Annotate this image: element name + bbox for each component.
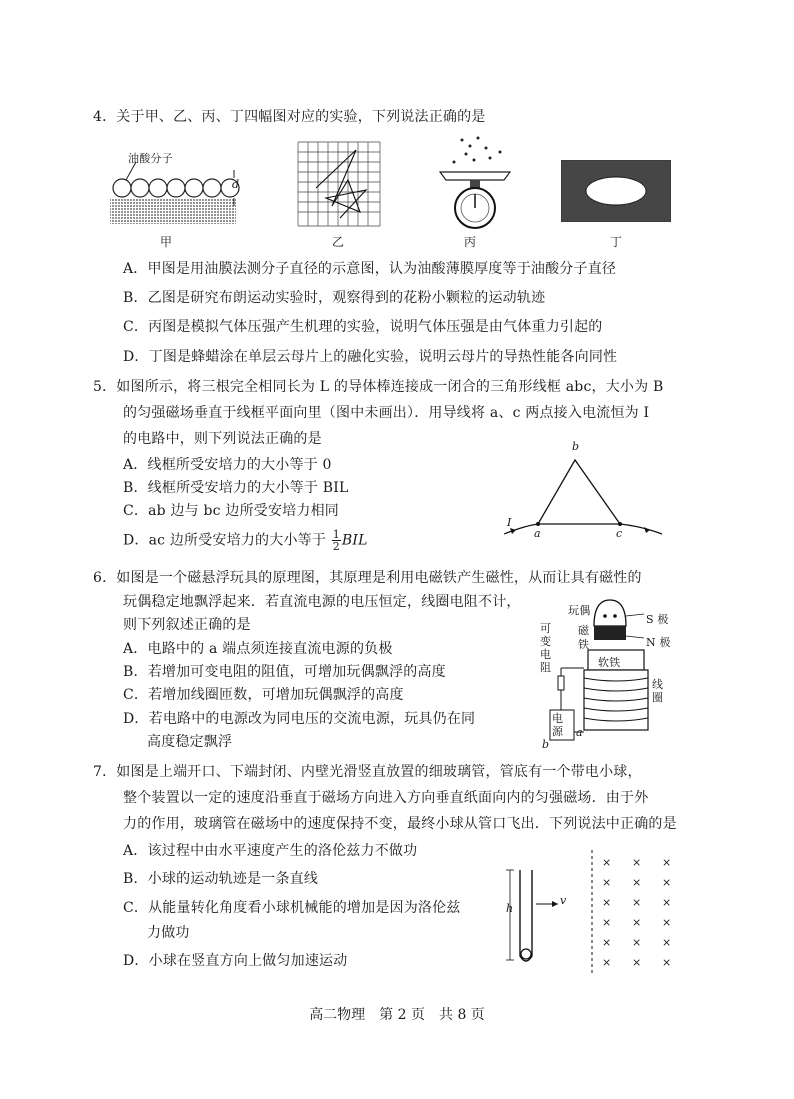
melted-wax-ellipse	[586, 177, 646, 205]
q4-stem: 4．关于甲、乙、丙、丁四幅图对应的实验，下列说法正确的是	[93, 109, 486, 125]
molecule	[113, 179, 131, 197]
figure-bing	[430, 132, 520, 230]
molecule	[149, 179, 167, 197]
toy-label: 玩偶	[568, 604, 591, 617]
q7-option-b: B．小球的运动轨迹是一条直线	[123, 871, 319, 887]
q5-stem-line1: 5．如图所示，将三根完全相同长为 L 的导体棒连接成一闭合的三角形线框 abc，大小为 B	[93, 379, 664, 395]
field-cross-icon: ×	[662, 936, 672, 949]
q4-option-a: A．甲图是用油膜法测分子直径的示意图，认为油酸薄膜厚度等于油酸分子直径	[123, 261, 617, 277]
molecule-label: 油酸分子	[128, 152, 173, 165]
field-cross-icon: ×	[632, 896, 642, 909]
water-surface	[110, 198, 236, 224]
caption-jia: 甲	[159, 235, 172, 249]
q5-option-d-tail: BIL	[341, 532, 368, 549]
vertex-a-label: a	[534, 527, 541, 540]
caption-yi: 乙	[331, 235, 344, 249]
brownian-path	[316, 150, 366, 218]
molecule	[131, 179, 149, 197]
charged-ball	[521, 949, 531, 959]
field-cross-icon: ×	[632, 876, 642, 889]
vertex-c-label: c	[616, 527, 623, 540]
triangle-frame	[538, 460, 620, 524]
q7-stem-line1: 7．如图是上端开口、下端封闭、内壁光滑竖直放置的细玻璃管，管底有一个带电小球，	[93, 764, 642, 780]
vertex-b-label: b	[572, 440, 580, 453]
variable-resistor	[558, 676, 564, 690]
field-cross-icon: ×	[602, 896, 612, 909]
field-cross-icon: ×	[632, 936, 642, 949]
q5-option-a: A．线框所受安培力的大小等于 0	[123, 457, 332, 473]
terminal-a-label: a	[576, 726, 583, 739]
q7-stem-line2: 整个装置以一定的速度沿垂直于磁场方向进入方向垂直纸面向内的匀强磁场．由于外	[123, 790, 649, 806]
field-cross-icon: ×	[662, 896, 672, 909]
field-cross-icon: ×	[602, 956, 612, 969]
q4-option-d: D．丁图是蜂蜡涂在单层云母片上的融化实验，说明云母片的导热性能各向同性	[123, 349, 618, 365]
field-cross-icon: ×	[632, 956, 642, 969]
toy-magnet	[594, 626, 626, 640]
field-cross-icon: ×	[602, 856, 612, 869]
q7-option-d: D．小球在竖直方向上做匀加速运动	[123, 953, 348, 969]
velocity-v-label: v	[560, 894, 567, 907]
velocity-arrow-icon	[552, 901, 558, 907]
q7-option-a: A．该过程中由水平速度产生的洛伦兹力不做功	[123, 843, 418, 859]
q5-stem-line2: 的匀强磁场垂直于线框平面向里（图中未画出）．用导线将 a、c 两点接入电流恒为 I	[123, 405, 650, 421]
q6-option-d: D．若电路中的电源改为同电压的交流电源，玩具仍在同	[123, 711, 476, 727]
molecule	[203, 179, 221, 197]
coil-label: 线圈	[652, 678, 664, 704]
molecule	[185, 179, 203, 197]
page-footer: 高二物理 第 2 页 共 8 页	[309, 1007, 485, 1023]
caption-bing: 丙	[463, 235, 476, 249]
q7-stem-line3: 力的作用，玻璃管在磁场中的速度保持不变，最终小球从管口飞出．下列说法中正确的是	[123, 816, 677, 832]
d-label: d	[232, 178, 240, 191]
figure-jia	[106, 148, 242, 228]
q5-option-d	[123, 529, 368, 552]
height-h-label: h	[506, 902, 514, 915]
q6-stem-line3: 则下列叙述正确的是	[123, 617, 251, 633]
q7-option-c-cont: 力做功	[147, 925, 190, 941]
figure-ding	[561, 160, 671, 222]
q4-option-b: B．乙图是研究布朗运动实验时，观察得到的花粉小颗粒的运动轨迹	[123, 290, 546, 306]
field-cross-icon: ×	[662, 856, 672, 869]
source-label: 电源	[552, 712, 564, 738]
field-cross-icon: ×	[662, 956, 672, 969]
magnet-label-2: 铁	[578, 638, 590, 651]
triangle-circuit-figure	[500, 450, 670, 550]
magnet-label-1: 磁	[578, 624, 590, 637]
q6-stem-line2: 玩偶稳定地飘浮起来．若直流电源的电压恒定，线圈电阻不计，	[123, 594, 521, 610]
fraction-half: $\frac{1}{2}$	[332, 528, 340, 553]
resistor-label: 可变电阻	[540, 622, 552, 674]
field-cross-icon: ×	[662, 876, 672, 889]
q6-option-c: C．若增加线圈匝数，可增加玩偶飘浮的高度	[123, 687, 404, 703]
q7-option-c: C．从能量转化角度看小球机械能的增加是因为洛伦兹	[123, 900, 461, 916]
glass-tube	[520, 870, 532, 961]
n-pole-label: N 极	[646, 636, 671, 649]
glass-tube-field-figure	[496, 848, 686, 978]
balance-pan	[440, 172, 510, 180]
s-pole-label: S 极	[646, 613, 669, 626]
soft-iron-label: 软铁	[598, 656, 621, 669]
field-cross-icon: ×	[602, 876, 612, 889]
field-cross-icon: ×	[602, 936, 612, 949]
q5-option-c: C．ab 边与 bc 边所受安培力相同	[123, 503, 339, 519]
current-i-label: I	[507, 516, 512, 529]
q6-option-a: A．电路中的 a 端点须连接直流电源的负极	[123, 641, 393, 657]
q5-option-b: B．线框所受安培力的大小等于 BIL	[123, 480, 349, 496]
q6-option-d-cont: 高度稳定飘浮	[147, 734, 233, 750]
q4-option-c: C．丙图是模拟气体压强产生机理的实验，说明气体压强是由气体重力引起的	[123, 319, 603, 335]
q5-option-d-text: D．ac 边所受安培力的大小等于	[123, 532, 327, 549]
toy-doll-head	[594, 600, 626, 626]
field-cross-icon: ×	[632, 856, 642, 869]
terminal-b-label: b	[542, 738, 550, 751]
figure-yi	[296, 140, 382, 228]
field-cross-icon: ×	[662, 916, 672, 929]
molecule	[167, 179, 185, 197]
field-cross-icon: ×	[602, 916, 612, 929]
q6-stem-line1: 6．如图是一个磁悬浮玩具的原理图，其原理是利用电磁铁产生磁性，从而让具有磁性的	[93, 570, 642, 586]
q5-stem-line3: 的电路中，则下列说法正确的是	[123, 431, 322, 447]
field-cross-icon: ×	[632, 916, 642, 929]
caption-ding: 丁	[609, 235, 622, 249]
q6-option-b: B．若增加可变电阻的阻值，可增加玩偶飘浮的高度	[123, 664, 446, 680]
